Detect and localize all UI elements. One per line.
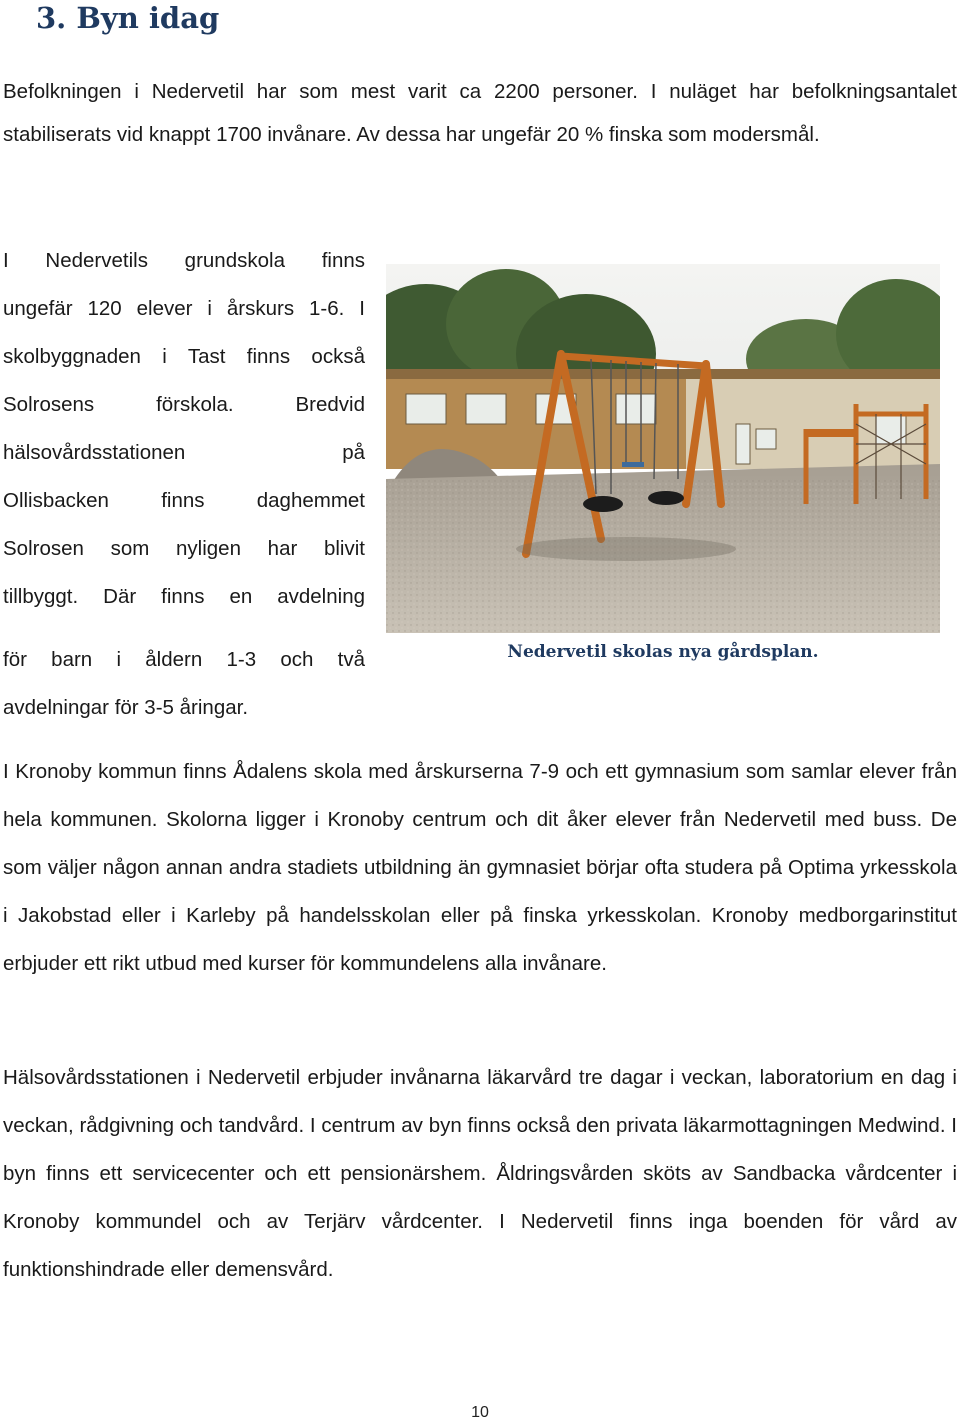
paragraph-health: Hälsovårdsstationen i Nedervetil erbjuder invånarna läkarvård tre dagar i veckan, laboratorium en dag i veckan, rådgivning och tandvård. I centrum av byn finns också den privata läkarmottagningen Medwind. I byn finns ett servicecenter och ett pensionärshem. Åldringsvården sköts av Sandbacka vårdcenter i Kronoby kommundel och av Terjärv vårdcenter. I Nedervetil finns inga boenden för vård av funktionshindrade eller demensvård. [3, 1066, 957, 1281]
paragraph-schools: I Kronoby kommun finns Ådalens skola med årskurserna 7-9 och ett gymnasium som samlar elever från hela kommunen. Skolorna ligger i Kronoby centrum och dit åker elever från Nedervetil med buss. De som väljer någon annan andra stadiets utbildning än gymnasiet börjar ofta studera på Optima yrkesskola i Jakobstad eller i Karleby på handelsskolan eller på finska yrkesskolan. Kronoby medborgarinstitut erbjuder ett rikt utbud med kurser för kommundelens alla invånare. [3, 760, 957, 975]
school-text-column [3, 237, 365, 732]
text-line: skolbyggnaden i Tast finns också [3, 345, 365, 368]
text-line: Solrosen som nyligen har blivit [3, 537, 365, 560]
text-line: avdelningar för 3-5 åringar. [3, 696, 249, 719]
text-line: ungefär 120 elever i årskurs 1-6. I [3, 297, 365, 320]
text-line: I Nedervetils grundskola finns [3, 249, 365, 272]
page-number: 10 [471, 1404, 489, 1421]
section-heading: 3. Byn idag [36, 1, 220, 35]
photo-caption: Nedervetil skolas nya gårdsplan. [507, 642, 819, 662]
text-line: Solrosens förskola. Bredvid [3, 393, 365, 416]
text-line: för barn i åldern 1-3 och två [3, 648, 365, 671]
text-line: Ollisbacken finns daghemmet [3, 489, 365, 512]
text-line: tillbyggt. Där finns en avdelning [3, 585, 365, 608]
paragraph-population: Befolkningen i Nedervetil har som mest varit ca 2200 personer. I nuläget har befolkningsantalet stabiliserats vid knappt 1700 invånare. Av dessa har ungefär 20 % finska som modersmål. [3, 80, 957, 146]
text-line: hälsovårdsstationen på [3, 441, 365, 464]
playground-photo [386, 264, 940, 633]
